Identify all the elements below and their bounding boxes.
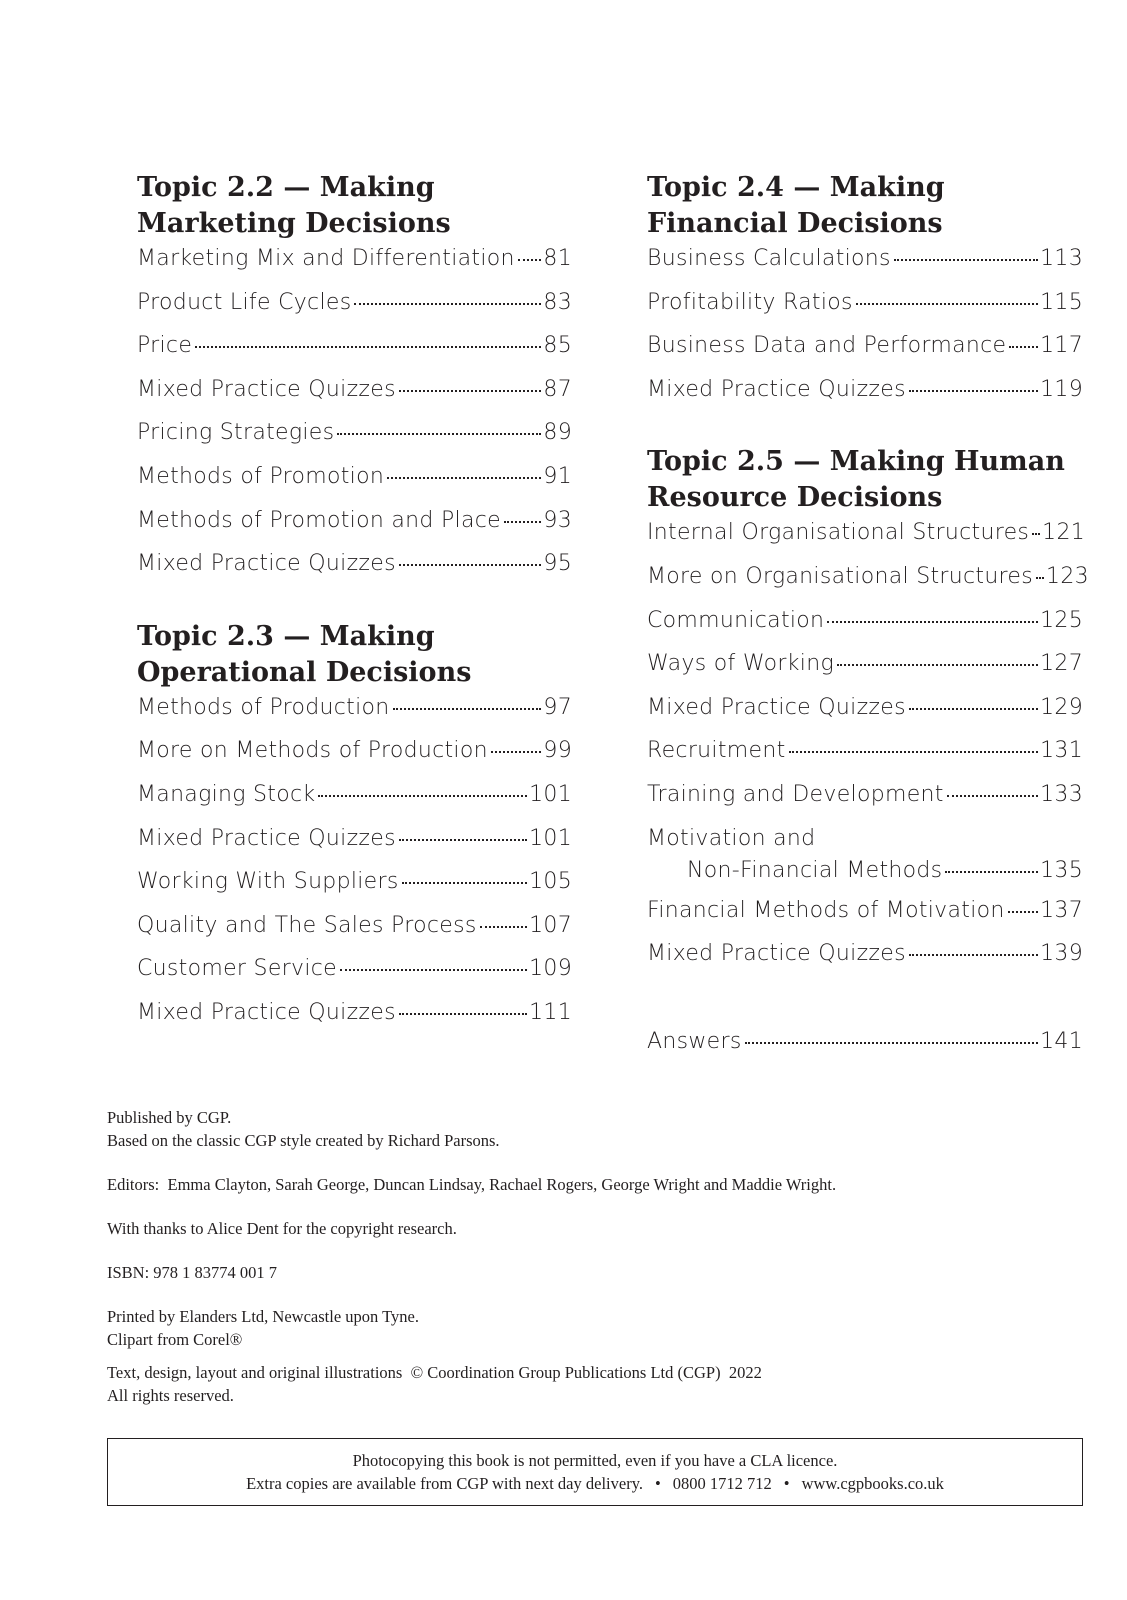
toc-page-number: 101 [529, 825, 572, 851]
dot-leader [504, 521, 541, 523]
toc-page-number: 91 [543, 463, 572, 489]
toc-page-number: 125 [1040, 607, 1083, 633]
toc-page-number: 115 [1040, 289, 1083, 315]
toc-entry[interactable] [137, 551, 572, 595]
toc-entry[interactable] [647, 563, 1089, 608]
editors-text: Editors: Emma Clayton, Sarah George, Duncan Lindsay, Rachael Rogers, George Wright and Maddie Wright. [107, 1175, 837, 1194]
toc-entry-label: Mixed Practice Quizzes [647, 376, 906, 402]
toc-page-number: 95 [543, 551, 572, 577]
dot-leader [909, 954, 1038, 956]
section-spacer [647, 420, 1083, 444]
clipart-text: Clipart from Corel® [107, 1330, 243, 1349]
toc-entry-label: Mixed Practice Quizzes [137, 551, 396, 577]
toc-entry[interactable] [137, 956, 572, 1000]
toc-entry[interactable] [647, 377, 1083, 421]
toc-page-number: 81 [543, 246, 572, 271]
thanks-text: With thanks to Alice Dent for the copyright research. [107, 1219, 457, 1238]
toc-page-number: 117 [1040, 333, 1083, 359]
photocopy-notice-box [107, 1438, 1083, 1506]
dot-leader [745, 1042, 1039, 1044]
toc-section [137, 619, 572, 1044]
based-on-text: Based on the classic CGP style created by Richard Parsons. [107, 1131, 500, 1150]
dot-leader [1036, 577, 1044, 579]
dot-leader [909, 390, 1038, 392]
bullet-separator: • [783, 1474, 790, 1493]
dot-leader [399, 839, 527, 841]
toc-page-number: 129 [1040, 694, 1083, 720]
toc-entry-label: Profitability Ratios [647, 289, 853, 315]
toc-entry[interactable] [647, 738, 1083, 782]
toc-entry-label: Mixed Practice Quizzes [137, 376, 396, 402]
toc-entry-line2 [647, 858, 1083, 883]
toc-page-number: 133 [1040, 781, 1083, 807]
toc-entry-label: Training and Development [647, 781, 944, 807]
toc-entry-label: Price [137, 333, 193, 359]
toc-page-number: 87 [543, 376, 572, 402]
toc-entry-label: Communication [647, 607, 825, 633]
toc-page-number: 89 [543, 420, 572, 446]
dot-leader [337, 433, 541, 435]
dot-leader [1032, 533, 1040, 535]
toc-entry-label: Business Calculations [647, 246, 891, 271]
isbn-text: ISBN: 978 1 83774 001 7 [107, 1263, 278, 1282]
dot-leader [399, 390, 542, 392]
toc-entry[interactable] [647, 695, 1083, 739]
toc-page-number: 83 [543, 289, 572, 315]
toc-entry-label: Pricing Strategies [137, 420, 335, 446]
toc-page-number: 107 [529, 912, 572, 938]
toc-entry-label: Methods of Promotion and Place [137, 507, 501, 533]
toc-page-number: 121 [1042, 520, 1086, 546]
section-heading [137, 170, 572, 242]
toc-entry[interactable] [137, 333, 572, 377]
toc-entry-label: Product Life Cycles [137, 289, 352, 315]
toc-page-number: 119 [1040, 376, 1083, 402]
toc-page-number: 113 [1040, 246, 1083, 271]
toc-page-number: 123 [1046, 563, 1089, 589]
toc-entry[interactable] [137, 826, 572, 870]
toc-entry-label: Internal Organisational Structures [647, 520, 1030, 546]
toc-page-number: 85 [543, 333, 572, 359]
toc-entry[interactable] [647, 333, 1083, 377]
dot-leader [387, 477, 541, 479]
toc-entry-label: Mixed Practice Quizzes [647, 941, 906, 967]
toc-page-number: 137 [1040, 897, 1083, 923]
dot-leader [1009, 346, 1038, 348]
toc-page-number: 99 [543, 738, 572, 764]
toc-entry[interactable] [137, 508, 572, 552]
notice-delivery-text: Extra copies are available from CGP with next day delivery. [246, 1474, 643, 1493]
toc-entry-label: Mixed Practice Quizzes [137, 999, 396, 1025]
toc-page-number: 127 [1040, 651, 1083, 677]
toc-entry-two-line[interactable] [647, 826, 1083, 898]
toc-entry-label-line1: Motivation and [647, 825, 816, 851]
section-heading-line1: Topic 2.3 — Making [137, 620, 435, 652]
rights-text: All rights reserved. [107, 1386, 234, 1405]
dot-leader [480, 926, 527, 928]
toc-list [647, 520, 1089, 984]
toc-entry-label: Working With Suppliers [137, 869, 399, 895]
section-heading-line2: Resource Decisions [647, 482, 943, 514]
toc-page-number: 105 [529, 869, 572, 895]
toc-entry-label: Financial Methods of Motivation [647, 897, 1005, 923]
toc-entry-label: Marketing Mix and Differentiation [137, 246, 515, 271]
thanks-block [107, 1217, 1067, 1240]
publisher-imprint [107, 1106, 1067, 1407]
dot-leader [393, 708, 542, 710]
toc-section [647, 444, 1089, 984]
toc-entry-label: Mixed Practice Quizzes [137, 825, 396, 851]
printer-block [107, 1305, 1067, 1351]
toc-section [137, 170, 572, 595]
toc-page-number: 131 [1040, 738, 1083, 764]
section-heading-line1: Topic 2.2 — Making [137, 172, 435, 203]
toc-entry[interactable] [137, 290, 572, 334]
toc-entry-label: Recruitment [647, 738, 786, 764]
toc-list [137, 246, 572, 595]
toc-page-number: 111 [529, 999, 572, 1025]
toc-entry[interactable] [137, 420, 572, 464]
toc-section [647, 170, 1083, 420]
notice-line2 [108, 1472, 1082, 1495]
toc-entry[interactable] [647, 941, 1083, 985]
toc-entry-label: Answers [647, 1028, 742, 1054]
toc-page-number: 139 [1040, 941, 1083, 967]
section-heading-line2: Marketing Decisions [137, 208, 451, 239]
toc-entry[interactable] [137, 1000, 572, 1044]
toc-entry[interactable] [647, 608, 1083, 652]
toc-entry-label: Quality and The Sales Process [137, 912, 477, 938]
dot-leader [909, 708, 1038, 710]
toc-page-number: 93 [543, 507, 572, 533]
dot-leader [947, 795, 1038, 797]
copyright-block [107, 1361, 1067, 1407]
toc-entry-label: More on Methods of Production [137, 738, 488, 764]
published-by-text: Published by CGP. [107, 1108, 232, 1127]
dot-leader [789, 751, 1039, 753]
toc-entry-label: Ways of Working [647, 651, 834, 677]
toc-entry[interactable] [137, 377, 572, 421]
toc-entry[interactable] [647, 520, 1086, 564]
toc-entry-label-line2: Non-Financial Methods [687, 857, 943, 883]
notice-website-link[interactable]: www.cgpbooks.co.uk [801, 1474, 944, 1493]
toc-entry[interactable] [137, 782, 572, 826]
isbn-block [107, 1261, 1067, 1284]
toc-entry[interactable] [137, 913, 572, 957]
contents-right-column [647, 170, 1089, 1072]
dot-leader [340, 969, 527, 971]
section-heading-line2: Financial Decisions [647, 208, 943, 239]
toc-entry-answers[interactable] [647, 1029, 1083, 1073]
toc-entry-label: Business Data and Performance [647, 333, 1007, 359]
section-heading [137, 619, 572, 691]
dot-leader [402, 882, 527, 884]
dot-leader [837, 664, 1038, 666]
toc-page-number: 109 [529, 956, 572, 982]
dot-leader [491, 751, 542, 753]
dot-leader [1008, 911, 1038, 913]
toc-list [647, 246, 1083, 420]
dot-leader [894, 259, 1038, 261]
section-spacer [137, 595, 572, 619]
toc-page-number: 101 [529, 781, 572, 807]
toc-entry-label: Mixed Practice Quizzes [647, 694, 906, 720]
answers-spacer [647, 985, 1083, 1029]
dot-leader [827, 621, 1038, 623]
toc-entry-label: Methods of Promotion [137, 463, 385, 489]
dot-leader [518, 259, 542, 261]
bullet-separator: • [655, 1474, 661, 1493]
notice-phone: 0800 1712 712 [672, 1474, 772, 1493]
section-heading-line2: Operational Decisions [137, 656, 472, 688]
toc-entry-label: More on Organisational Structures [647, 563, 1034, 589]
answers-list [647, 1029, 1083, 1073]
toc-entry[interactable] [647, 651, 1083, 695]
section-heading-line1: Topic 2.4 — Making [647, 172, 945, 203]
toc-entry-label: Customer Service [137, 956, 337, 982]
section-heading [647, 170, 1083, 242]
printed-by-text: Printed by Elanders Ltd, Newcastle upon Tyne. [107, 1307, 419, 1326]
toc-entry[interactable] [647, 898, 1083, 942]
dot-leader [399, 564, 542, 566]
toc-list [137, 695, 572, 1044]
toc-page-number: 141 [1040, 1028, 1083, 1054]
toc-entry[interactable] [647, 290, 1083, 334]
copyright-text: Text, design, layout and original illustrations © Coordination Group Publications Ltd (CGP) 2022 [107, 1363, 762, 1382]
contents-left-column [137, 170, 572, 1044]
notice-line1: Photocopying this book is not permitted, even if you have a CLA licence. [352, 1451, 838, 1470]
dot-leader [354, 303, 541, 305]
dot-leader [318, 795, 527, 797]
toc-entry-label: Methods of Production [137, 694, 390, 720]
toc-entry[interactable] [137, 246, 572, 290]
dot-leader [399, 1013, 527, 1015]
section-heading [647, 444, 1083, 516]
section-heading-line1: Topic 2.5 — Making Human [647, 446, 1065, 478]
dot-leader [945, 871, 1038, 873]
publisher-block [107, 1106, 1067, 1152]
toc-entry[interactable] [647, 246, 1083, 290]
toc-entry[interactable] [647, 782, 1083, 826]
toc-entry[interactable] [137, 738, 572, 782]
dot-leader [856, 303, 1038, 305]
editors-block [107, 1173, 1067, 1196]
toc-page-number: 97 [543, 694, 572, 720]
toc-entry-label: Managing Stock [137, 781, 316, 807]
toc-page-number: 135 [1040, 857, 1083, 883]
dot-leader [195, 346, 541, 348]
toc-entry[interactable] [137, 869, 572, 913]
toc-entry[interactable] [137, 695, 572, 739]
toc-entry[interactable] [137, 464, 572, 508]
